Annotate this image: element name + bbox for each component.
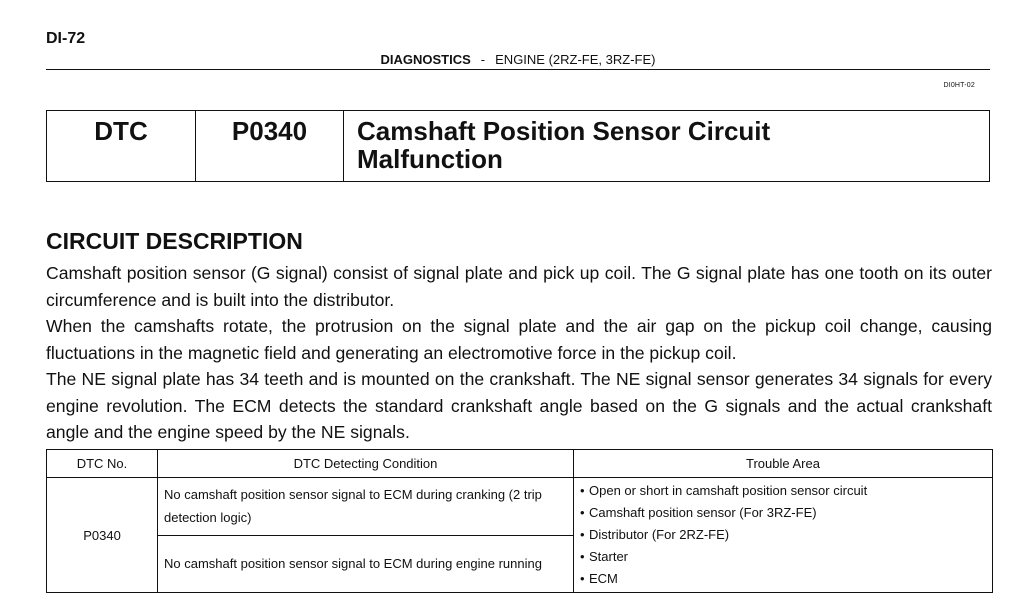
section-heading: CIRCUIT DESCRIPTION <box>46 228 303 254</box>
trouble-area-item: • ECM <box>580 568 986 590</box>
header-rule <box>46 69 990 70</box>
dtc-number-cell: P0340 <box>47 478 158 593</box>
table-header-row <box>47 450 993 478</box>
doc-code: DI0HT-02 <box>943 82 975 89</box>
detecting-condition-1: No camshaft position sensor signal to ECM during cranking (2 trip detection logic) <box>158 478 574 536</box>
trouble-area-item: • Starter <box>580 546 986 568</box>
bullet-icon: • <box>580 505 585 520</box>
description-paragraph: When the camshafts rotate, the protrusion on the signal plate and the air gap on the pickup coil change, causing fluctuations in the magnetic field and generating an electromotive force in the pickup coil. <box>46 316 992 363</box>
table-row <box>47 478 993 536</box>
trouble-area-item: • Open or short in camshaft position sensor circuit <box>580 480 986 502</box>
detecting-condition-2: No camshaft position sensor signal to ECM during engine running <box>158 535 574 593</box>
running-header <box>46 52 990 68</box>
bullet-icon: • <box>580 549 585 564</box>
dtc-title-line-1: Camshaft Position Sensor Circuit <box>357 116 771 146</box>
header-separator: - <box>480 52 486 67</box>
dtc-table <box>46 449 993 593</box>
page-number: DI-72 <box>46 30 86 47</box>
header-subject: ENGINE (2RZ-FE, 3RZ-FE) <box>495 52 656 67</box>
dtc-title-box <box>46 110 990 182</box>
bullet-icon: • <box>580 483 585 498</box>
bullet-icon: • <box>580 527 585 542</box>
dtc-label: DTC <box>47 111 196 181</box>
dtc-title-line-2: Malfunction <box>357 144 503 174</box>
circuit-description <box>46 260 992 446</box>
description-paragraph: Camshaft position sensor (G signal) consist of signal plate and pick up coil. The G signal plate has one tooth on its outer circumference and is built into the distributor. <box>46 263 992 310</box>
trouble-area-item: • Distributor (For 2RZ-FE) <box>580 524 986 546</box>
header-dtc-no: DTC No. <box>47 450 158 478</box>
header-trouble-area: Trouble Area <box>574 450 993 478</box>
description-paragraph: The NE signal plate has 34 teeth and is mounted on the crankshaft. The NE signal sensor generates 34 signals for every engine revolution. The ECM detects the standard crankshaft angle based on the G signals and the actual crankshaft angle and the engine speed by the NE signals. <box>46 369 992 442</box>
trouble-area-item: • Camshaft position sensor (For 3RZ-FE) <box>580 502 986 524</box>
header-section: DIAGNOSTICS <box>380 52 471 67</box>
trouble-area-cell <box>574 478 993 593</box>
trouble-area-list <box>580 480 986 590</box>
dtc-code: P0340 <box>196 111 344 181</box>
dtc-title <box>344 111 989 181</box>
header-detecting-condition: DTC Detecting Condition <box>158 450 574 478</box>
bullet-icon: • <box>580 571 585 586</box>
